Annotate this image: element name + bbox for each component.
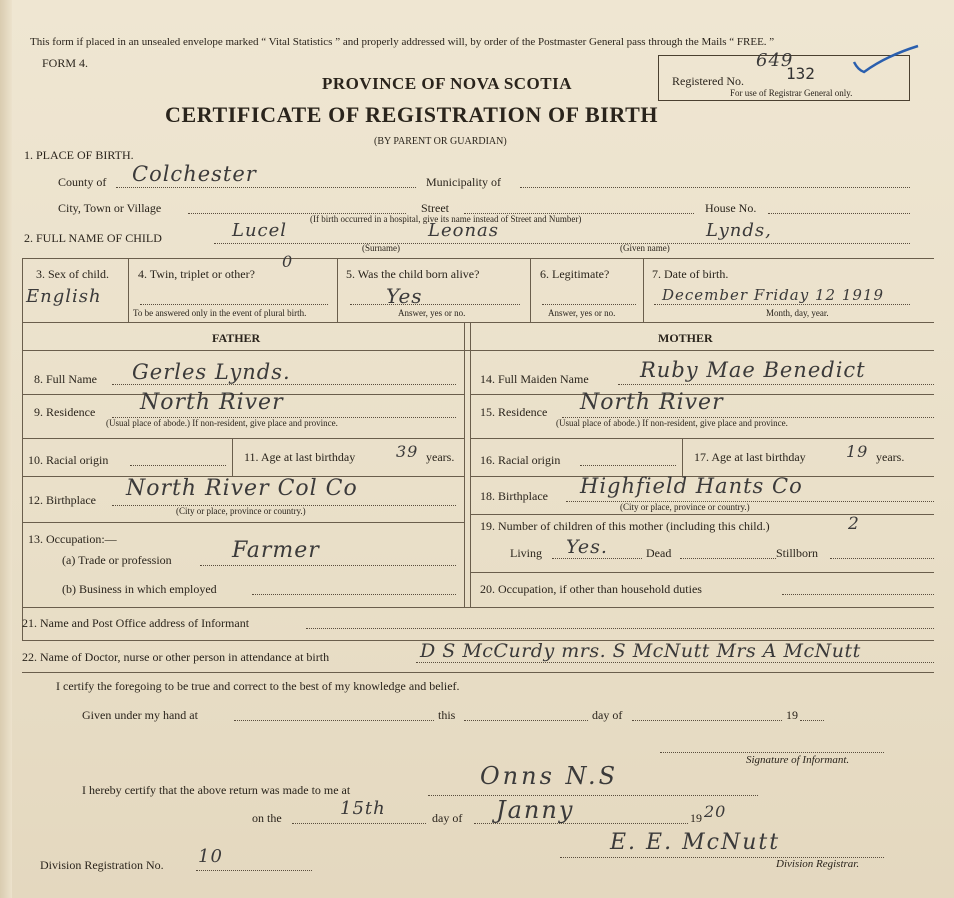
rule [22, 607, 934, 608]
father-name-value: Gerles Lynds. [132, 360, 291, 384]
alive-line [350, 304, 520, 305]
doctor-line [416, 662, 934, 663]
date-label: 7. Date of birth. [652, 267, 729, 281]
rule [22, 672, 934, 673]
child-name-label: 2. FULL NAME OF CHILD [24, 231, 162, 245]
mother-birthplace-note: (City or place, province or country.) [620, 502, 750, 512]
division-label: Division Registration No. [40, 858, 164, 872]
registrar-place-line [428, 795, 758, 796]
registered-handwritten: 649 [756, 50, 794, 71]
doctor-value: D S McCurdy mrs. S McNutt Mrs A McNutt [420, 640, 861, 662]
left-margin-edge [0, 0, 12, 898]
this-label: this [438, 708, 456, 722]
year-line [800, 720, 824, 721]
father-trade-line [200, 565, 456, 566]
registered-stamped-number: 132 [786, 64, 815, 83]
twin-note: To be answered only in the event of plural birth. [133, 308, 307, 318]
mother-residence-label: 15. Residence [480, 405, 548, 419]
child-surname-value: Lucel [232, 220, 288, 241]
mother-name-line [618, 384, 934, 385]
father-name-label: 8. Full Name [34, 372, 97, 386]
date-line [654, 304, 910, 305]
year-prefix: 19 [786, 708, 798, 722]
informant-line [306, 628, 934, 629]
mother-birthplace-value: Highfield Hants Co [580, 474, 803, 498]
hospital-note: (If birth occurred in a hospital, give its name instead of Street and Number) [310, 214, 582, 224]
rule [470, 514, 934, 515]
father-racial-line [130, 465, 226, 466]
mother-residence-note: (Usual place of abode.) If non-resident, give place and province. [556, 418, 788, 428]
doctor-label: 22. Name of Doctor, nurse or other person in attendance at birth [22, 650, 330, 664]
registrar-signature: E. E. McNutt [610, 830, 781, 855]
father-residence-label: 9. Residence [34, 405, 96, 419]
rule [470, 322, 471, 607]
alive-value: Yes [386, 284, 423, 308]
page-subtitle: (BY PARENT OR GUARDIAN) [374, 136, 507, 147]
rule [128, 258, 129, 322]
father-name-line [112, 384, 456, 385]
division-value: 10 [198, 846, 223, 867]
father-birthplace-label: 12. Birthplace [28, 493, 96, 507]
informant-label: 21. Name and Post Office address of Informant [22, 616, 250, 630]
rule [464, 322, 465, 607]
father-business-label: (b) Business in which employed [62, 582, 217, 596]
given-caption: (Given name) [620, 243, 670, 253]
father-birthplace-value: North River Col Co [126, 476, 358, 501]
checkmark-icon [850, 42, 922, 78]
rule [643, 258, 644, 322]
rule [530, 258, 531, 322]
father-age-value: 39 [396, 442, 419, 461]
rule [22, 438, 464, 439]
given-label: Given under my hand at [82, 708, 198, 722]
given-place-line [234, 720, 434, 721]
registrar-month-value: Janny [496, 796, 575, 824]
day-of-label: day of [592, 708, 623, 722]
mother-living-label: Living [510, 546, 542, 560]
house-line [768, 213, 910, 214]
registrar-year-value: 20 [704, 802, 727, 821]
municipality-line [520, 187, 910, 188]
registrar-day-value: 15th [340, 798, 386, 819]
father-birthplace-note: (City or place, province or country.) [176, 506, 306, 516]
county-value: Colchester [132, 162, 257, 186]
mother-living-value: Yes. [566, 536, 608, 558]
registered-note: For use of Registrar General only. [730, 88, 853, 98]
father-racial-label: 10. Racial origin [28, 453, 109, 467]
surname-caption: (Surname) [362, 243, 400, 253]
registrar-year-prefix: 19 [690, 811, 702, 825]
rule [470, 438, 934, 439]
alive-note: Answer, yes or no. [398, 308, 466, 318]
mother-stillborn-label: Stillborn [776, 546, 819, 560]
place-of-birth-label: 1. PLACE OF BIRTH. [24, 148, 134, 162]
rule [22, 322, 934, 323]
mother-birthplace-label: 18. Birthplace [480, 489, 548, 503]
twin-line [140, 304, 328, 305]
father-trade-value: Farmer [232, 538, 320, 563]
mother-dead-line [680, 558, 776, 559]
twin-value: 0 [282, 252, 294, 271]
mother-age-value: 19 [846, 442, 869, 461]
mail-notice: This form if placed in an unsealed envelope marked “ Vital Statistics ” and properly addressed will, by order of the Postmaster General pass through the Mails “ FREE. ” [30, 36, 775, 48]
child-family-value: Lynds, [706, 220, 772, 241]
father-heading: FATHER [212, 331, 261, 345]
province-heading: PROVINCE OF NOVA SCOTIA [322, 74, 573, 93]
rule [22, 258, 23, 640]
registrar-day-line [292, 823, 426, 824]
street-label: Street [421, 201, 449, 215]
mother-living-line [552, 558, 642, 559]
city-label: City, Town or Village [58, 201, 162, 215]
page-title: CERTIFICATE OF REGISTRATION OF BIRTH [165, 102, 659, 127]
on-the-label: on the [252, 811, 282, 825]
informant-signature-line [660, 752, 884, 753]
registrar-day-of-label: day of [432, 811, 463, 825]
county-line [116, 187, 416, 188]
registrar-signature-label: Division Registrar. [776, 858, 860, 870]
house-label: House No. [705, 201, 757, 215]
form-number: FORM 4. [42, 56, 89, 70]
division-line [196, 870, 312, 871]
this-day-line [464, 720, 588, 721]
mother-occupation-line [782, 594, 934, 595]
father-trade-label: (a) Trade or profession [62, 553, 172, 567]
mother-heading: MOTHER [658, 331, 713, 345]
date-value: December Friday 12 1919 [662, 286, 885, 304]
certify-statement: I certify the foregoing to be true and correct to the best of my knowledge and belief. [56, 679, 460, 693]
father-age-label: 11. Age at last birthday [244, 450, 356, 464]
sex-value: English [26, 286, 102, 307]
father-residence-value: North River [140, 390, 284, 415]
mother-age-unit: years. [876, 450, 905, 464]
alive-label: 5. Was the child born alive? [346, 267, 480, 281]
father-age-unit: years. [426, 450, 455, 464]
rule [22, 350, 934, 351]
informant-signature-label: Signature of Informant. [746, 754, 850, 766]
legitimate-note: Answer, yes or no. [548, 308, 616, 318]
mother-residence-value: North River [580, 390, 724, 415]
child-given-value: Leonas [428, 220, 500, 241]
municipality-label: Municipality of [426, 175, 501, 189]
sex-label: 3. Sex of child. [36, 267, 109, 281]
mother-name-value: Ruby Mae Benedict [640, 358, 866, 382]
rule [22, 522, 464, 523]
mother-age-label: 17. Age at last birthday [694, 450, 806, 464]
father-business-line [252, 594, 456, 595]
registered-label: Registered No. [672, 74, 744, 88]
mother-dead-label: Dead [646, 546, 672, 560]
mother-name-label: 14. Full Maiden Name [480, 372, 589, 386]
mother-stillborn-line [830, 558, 934, 559]
legitimate-label: 6. Legitimate? [540, 267, 610, 281]
mother-racial-label: 16. Racial origin [480, 453, 561, 467]
rule [232, 438, 233, 476]
mother-racial-line [580, 465, 676, 466]
rule [682, 438, 683, 476]
rule [337, 258, 338, 322]
registrar-statement: I hereby certify that the above return was made to me at [82, 783, 351, 797]
date-note: Month, day, year. [766, 308, 829, 318]
rule [22, 258, 934, 259]
mother-children-label: 19. Number of children of this mother (including this child.) [480, 519, 770, 533]
mother-occupation-label: 20. Occupation, if other than household duties [480, 582, 702, 596]
mother-children-value: 2 [848, 514, 860, 534]
month-line [632, 720, 782, 721]
father-residence-note: (Usual place of abode.) If non-resident, give place and province. [106, 418, 338, 428]
twin-label: 4. Twin, triplet or other? [138, 267, 255, 281]
county-label: County of [58, 175, 107, 189]
child-name-line [214, 243, 910, 244]
registrar-place-value: Onns N.S [480, 762, 619, 790]
rule [470, 572, 934, 573]
legitimate-line [542, 304, 636, 305]
father-occupation-label: 13. Occupation:— [28, 532, 117, 546]
